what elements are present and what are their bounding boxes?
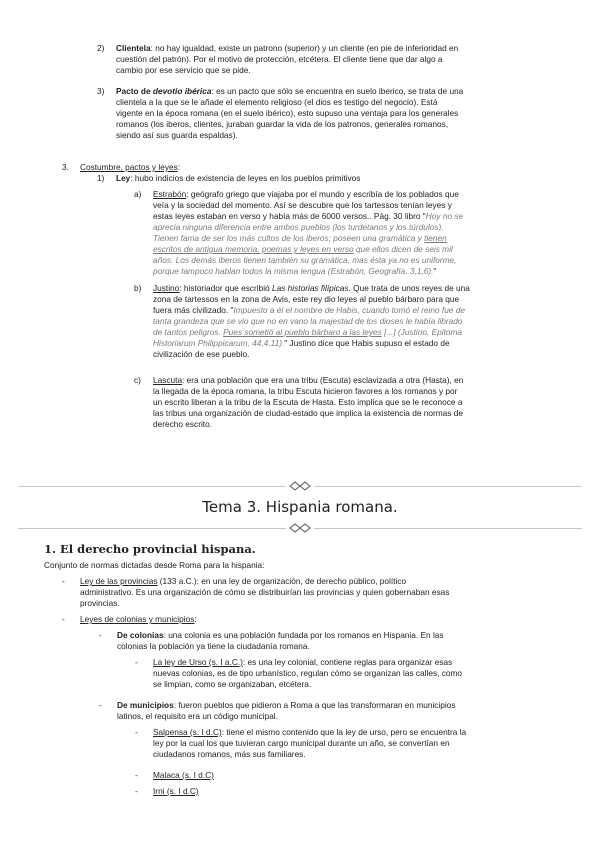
text-line: Malaca (s. I d.C)	[153, 770, 214, 780]
divider-line	[314, 528, 582, 529]
text-line: administrativo. Es una organización de cómo se distribuirían las provincias y quien gobernaban esas	[80, 587, 450, 597]
text-line: De colonias: una colonia es una población fundada por los romanos en Hispania. En las	[117, 630, 444, 640]
list-number: 3.	[62, 162, 69, 172]
bullet-dash: -	[62, 614, 65, 624]
divider-line	[18, 528, 286, 529]
divider-ornament-icon	[289, 481, 311, 491]
bullet-dash: -	[135, 786, 138, 796]
text-line: Clientela: no hay igualdad, existe un patrono (superior) y un cliente (en pie de inferioridad en	[116, 43, 459, 53]
text-line: ley por la cual los que tuvieran cargo municipal durante un año, se convertían en	[153, 738, 450, 748]
text-line: fuera más civilizado. "Impuesto a él el nombre de Habis, cuando tomó el reino fue de	[153, 305, 465, 315]
text-line: romanos (los iberos, clientes, juraban guardar la vida de los patronos, generales romanos,	[116, 119, 449, 129]
chapter-title: Tema 3. Hispania romana.	[202, 498, 398, 516]
bullet-dash: -	[135, 727, 138, 737]
bullet-dash: -	[99, 700, 102, 710]
quote-line: de tantos peligros. Pues sometió al pueblo bárbaro a las leyes [...] (Justino, Epitoma	[153, 327, 463, 337]
text-line: veía y la sociedad del momento. Así se descubre que los tartessos tenían leyes y	[153, 200, 452, 210]
text-line: las tribus una organización de ciudad-estado que implica la existencia de normas de	[153, 408, 463, 418]
text-line: Salpensa (s. I d.C): tiene el mismo contenido que la ley de urso, pero se encuentra la	[153, 727, 467, 737]
bullet-dash: -	[99, 630, 102, 640]
text-line: colonias la población ya tiene la ciudadanía romana.	[117, 641, 310, 651]
quote-line: Historiarum Philippicarum, 44,4,11)." Justino dice que Habis supuso el estado de	[153, 338, 450, 348]
text-line: cuestión del patrón). Por el motivo de protección, etcétera. El cliente tiene que dar algo a	[116, 54, 443, 64]
text-line: se limpian, como se organizaban, etcétera.	[153, 679, 312, 689]
text-line: vigente en la época romana (en el suelo ibérico), esto supuso una ventaja para los generales	[116, 108, 459, 118]
quote-line: porque tampoco hablan todos la misma lengua (Estrabón, Geografía, 3,1,6)."	[153, 266, 437, 276]
list-letter: c)	[134, 375, 141, 385]
section-heading: 1. El derecho provincial hispana.	[44, 542, 256, 556]
bullet-dash: -	[62, 576, 65, 586]
text-line: La ley de Urso (s. I a.C.): es una ley colonial, contiene reglas para organizar esas	[153, 657, 453, 667]
text-line: Justino: historiador que escribió Las historias filípicas. Que trata de unos reyes de una	[153, 283, 470, 293]
text-line: estas leyes estaban en verso y había más de 6000 versos.. Pág. 30 libro "Hoy no se	[153, 211, 464, 221]
quote-line: años. Los demás iberos tienen también su gramática, mas ésta ya no es uniforme,	[153, 255, 457, 265]
text-line: Ley de las provincias (133 a.C.): en una ley de organización, de derecho público, político	[80, 576, 407, 586]
text-line: clientela a la que se le añade el elemento religioso (el dios es testigo del negocio). Está	[116, 97, 438, 107]
text-line: Leyes de colonias y municipios:	[80, 614, 197, 624]
text-line: nuevas colonias, es de tipo urbanístico, regulan cómo se organizan las calles, como	[153, 668, 463, 678]
list-letter: a)	[134, 189, 142, 199]
text-line: la llegada de la época romana, la tribu Escuta hicieron favores a los romanos y por	[153, 386, 458, 396]
text-line: Conjunto de normas dictadas desde Roma para la hispania:	[44, 560, 265, 570]
list-number: 2)	[97, 43, 105, 53]
bullet-dash: -	[135, 770, 138, 780]
text-line: Pacto de devotio ibérica: es un pacto que sólo se encuentra en suelo iberico, se trata de una	[116, 86, 464, 96]
list-number: 1)	[97, 173, 105, 183]
text-line: Estrabón: geógrafo griego que viajaba por el mundo y escribía de los poblados que	[153, 189, 459, 199]
quote-line: aprecia ninguna diferencia entre ambos pueblos (los turdetanos y los túrdulos).	[153, 222, 444, 232]
text-line: siendo así sus guarda espaldas).	[116, 130, 238, 140]
text-line: Irni (s. I d.C)	[153, 786, 199, 796]
list-letter: b)	[134, 283, 142, 293]
text-line: Ley: hubo indicios de existencia de leyes en los pueblos primitivos	[116, 173, 361, 183]
section-heading: Costumbre, pactos y leyes:	[80, 162, 181, 172]
divider-line	[18, 486, 286, 487]
text-line: De municipios: fueron pueblos que pidieron a Roma a que las transformaran en municipios	[117, 700, 456, 710]
divider-line	[314, 486, 582, 487]
text-line: civilización de ese pueblo.	[153, 349, 250, 359]
text-line: cambio por ese servicio que se pide.	[116, 65, 251, 75]
text-line: provincias.	[80, 598, 120, 608]
quote-line: tanta grandeza que se vio que no en vano la majestad de los dioses le había librado	[153, 316, 463, 326]
quote-line: Tienen fama de ser los más cultos de los iberos; poseen una gramática y tienen	[153, 233, 447, 243]
text-line: derecho escrito.	[153, 419, 213, 429]
divider-ornament-icon	[289, 523, 311, 533]
text-line: Lascuta: era una población que era una tribu (Escuta) esclavizada a otra (Hasta), en	[153, 375, 464, 385]
list-number: 3)	[97, 86, 105, 96]
text-line: un escrito liberan a la tribu de la Escuta de Hasta. Esto implica que se le reconoce a	[153, 397, 463, 407]
text-line: latinos, el requisito era un código municipal.	[117, 711, 278, 721]
quote-line: escritos de antigua memoria, poemas y leyes en verso que ellos dicen de seis mil	[153, 244, 453, 254]
text-line: ciudadanos romanos, más sus familiares.	[153, 749, 306, 759]
bullet-dash: -	[135, 657, 138, 667]
text-line: zona de tartessos en la zona de Avis, este rey dio leyes al pueblo bárbaro para que	[153, 294, 460, 304]
